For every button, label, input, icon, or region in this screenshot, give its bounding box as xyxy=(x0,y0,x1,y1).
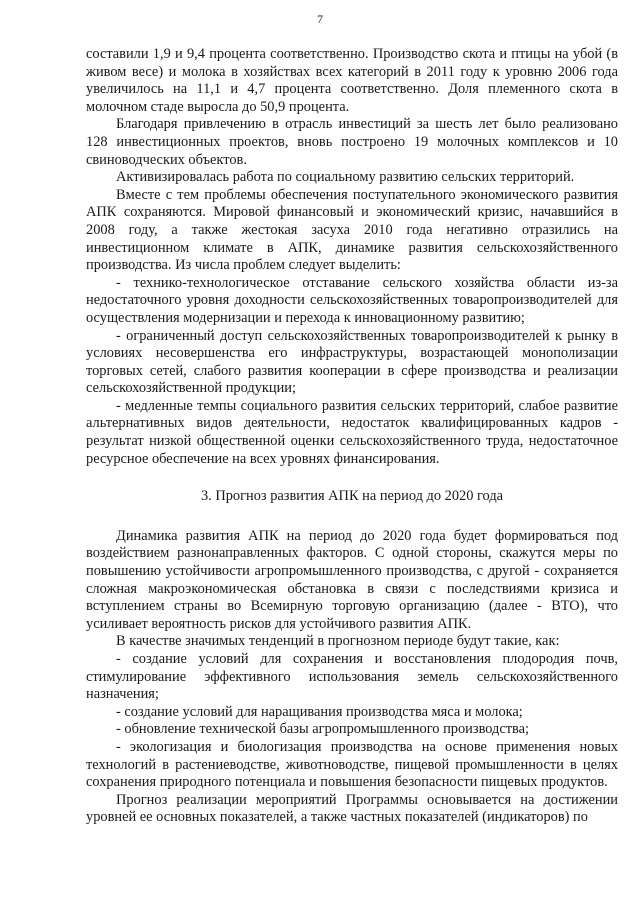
page-number: 7 xyxy=(317,12,323,26)
list-item: - экологизация и биологизация производства на основе применения новых технологий в растениеводстве, животноводстве, пищевой промышленности в целях сохранения природного потенциала и повышения безопасности пищевых продуктов. xyxy=(86,738,618,791)
list-item: - ограниченный доступ сельскохозяйственных товаропроизводителей к рынку в условиях несовершенства его инфраструктуры, возрастающей монополизации торговых сетей, слабого развития кооперации в сфере производства и реализации сельскохозяйственной продукции; xyxy=(86,327,618,397)
paragraph: В качестве значимых тенденций в прогнозном периоде будут такие, как: xyxy=(116,633,560,650)
paragraph: Активизировалась работа по социальному развитию сельских территорий. xyxy=(116,169,575,186)
list-item: - создание условий для наращивания производства мяса и молока; xyxy=(116,703,523,720)
paragraph: Прогноз реализации мероприятий Программы основывается на достижении уровней ее основных показателей, а также частных показателей (индикаторов) по xyxy=(86,791,618,826)
paragraph: составили 1,9 и 9,4 процента соответственно. Производство скота и птицы на убой (в живом весе) и молока в хозяйствах всех категорий в 2011 году к уровню 2006 года увеличилось на 11,1 и 4,7 процента соответственно. Доля племенного скота в молочном стаде выросла до 50,9 процента. xyxy=(86,46,618,115)
paragraph: Динамика развития АПК на период до 2020 года будет формироваться под воздействием разнонаправленных факторов. С одной стороны, скажутся меры по повышению устойчивости агропромышленного производства, с другой - сохраняется сложная макроэкономическая обстановка в связи с последствиями кризиса и вступлением страны во Всемирную торговую организацию (далее - ВТО), что усиливает вероятность рисков для устойчивого развития АПК. xyxy=(86,527,618,632)
document-body xyxy=(86,46,618,827)
paragraph: Вместе с тем проблемы обеспечения поступательного экономического развития АПК сохраняются. Мировой финансовый и экономический кризис, начавшийся в 2008 году, а также жестокая засуха 2010 года негативно отразились на инвестиционном климате в АПК, динамике развития сельскохозяйственного производства. Из числа проблем следует выделить: xyxy=(86,186,618,274)
list-item: - медленные темпы социального развития сельских территорий, слабое развитие альтернативных видов деятельности, недостаток квалифицированных кадров - результат низкой общественной оценки сельскохозяйственного труда, недостаточное ресурсное обеспечение на всех уровнях финансирования. xyxy=(86,397,618,467)
list-item: - технико-технологическое отставание сельского хозяйства области из-за недостаточного уровня доходности сельскохозяйственных товаропроизводителей для осуществления модернизации и перехода к инновационному развитию; xyxy=(86,274,618,326)
section-heading: 3. Прогноз развития АПК на период до 2020 года xyxy=(200,488,504,505)
list-item: - обновление технической базы агропромышленного производства; xyxy=(116,721,530,738)
list-item: - создание условий для сохранения и восстановления плодородия почв, стимулирование эффективного использования земель сельскохозяйственного назначения; xyxy=(86,651,618,703)
paragraph: Благодаря привлечению в отрасль инвестиций за шесть лет было реализовано 128 инвестиционных проектов, вновь построено 19 молочных комплексов и 10 свиноводческих объектов. xyxy=(86,116,618,168)
